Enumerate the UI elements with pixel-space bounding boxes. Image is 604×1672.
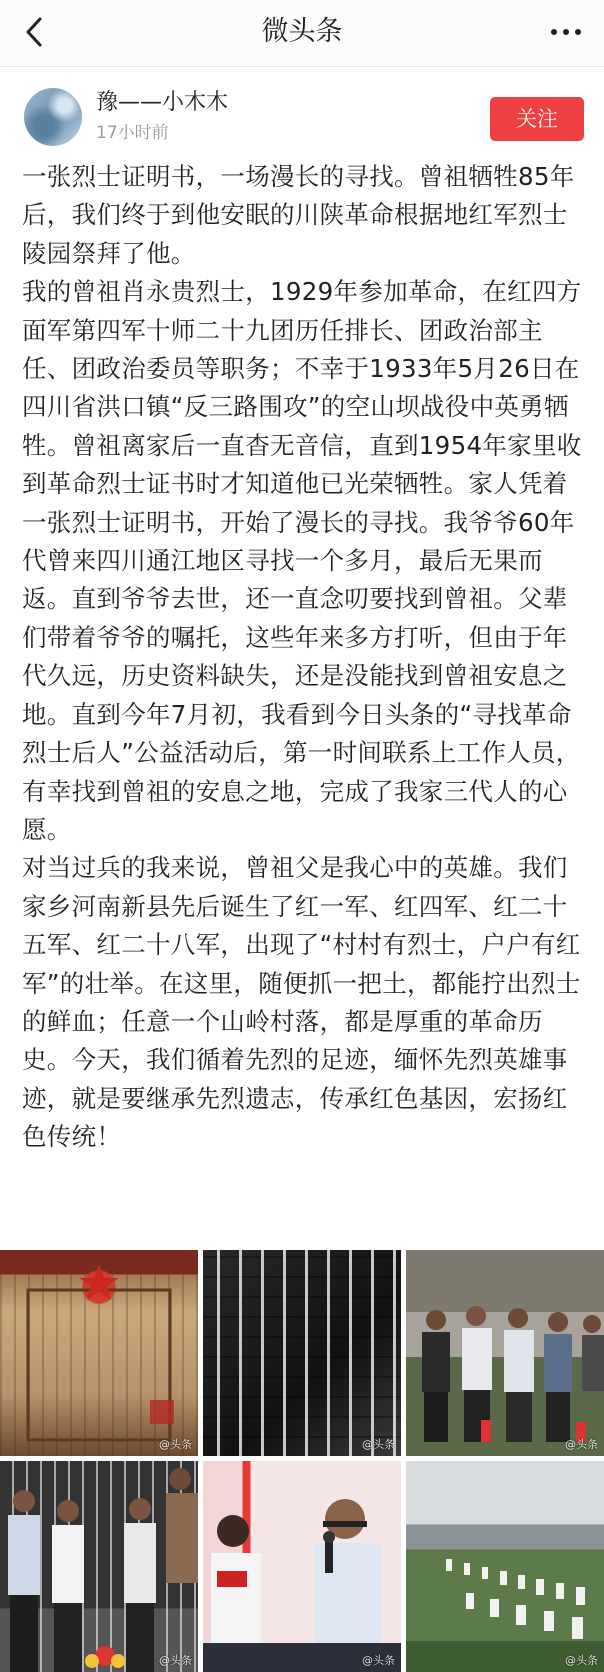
top-navigation-bar — [0, 0, 604, 67]
avatar[interactable] — [24, 88, 82, 146]
more-horizontal-icon — [546, 14, 586, 50]
photo-cemetery-field[interactable] — [406, 1461, 604, 1672]
post-time: 17小时前 — [96, 123, 169, 143]
certificate-illustration — [0, 1250, 198, 1456]
photo-group-standing[interactable] — [406, 1250, 604, 1456]
photo-memorial-inscription[interactable] — [203, 1250, 401, 1456]
author-row — [24, 88, 584, 152]
photo-memorial-wall-group[interactable] — [0, 1461, 198, 1672]
photo-watermark: @头条 — [362, 1654, 395, 1667]
photo-certificate[interactable] — [0, 1250, 198, 1456]
page-title: 微头条 — [261, 16, 343, 47]
photo-watermark: @头条 — [565, 1654, 598, 1667]
author-name[interactable]: 豫——小木木 — [96, 90, 229, 115]
post-content — [22, 158, 584, 1157]
photo-interview-microphone[interactable] — [203, 1461, 401, 1672]
interview-illustration — [203, 1461, 401, 1672]
photo-watermark: @头条 — [362, 1438, 395, 1451]
more-options-button[interactable] — [546, 14, 586, 50]
photo-watermark: @头条 — [565, 1438, 598, 1451]
follow-button[interactable]: 关注 — [490, 97, 584, 141]
people-illustration — [406, 1250, 604, 1456]
photo-watermark: @头条 — [159, 1654, 192, 1667]
photo-grid — [0, 1250, 604, 1672]
post-paragraph: 一张烈士证明书，一场漫长的寻找。曾祖牺牲85年后，我们终于到他安眠的川陕革命根据地红军烈士陵园祭拜了他。 — [22, 162, 575, 268]
photo-watermark: @头条 — [159, 1438, 192, 1451]
cemetery-illustration — [406, 1461, 604, 1672]
people-illustration — [0, 1461, 198, 1672]
post-paragraph: 我的曾祖肖永贵烈士，1929年参加革命，在红四方面军第四军十师二十九团历任排长、团政治部主任、团政治委员等职务；不幸于1933年5月26日在四川省洪口镇“反三路围攻”的空山坝战役中英勇牺牲。曾祖离家后一直杳无音信，直到1954年家里收到革命烈士证书时才知道他已光荣牺牲。家人凭着一张烈士证明书，开始了漫长的寻找。我爷爷60年代曾来四川通江地区寻找一个多月，最后无果而返。直到爷爷去世，还一直念叨要找到曾祖。父辈们带着爷爷的嘱托，这些年来多方打听，但由于年代久远，历史资料缺失，还是没能找到曾祖安息之地。直到今年7月初，我看到今日头条的“寻找革命烈士后人”公益活动后，第一时间联系上工作人员，有幸找到曾祖的安息之地，完成了我家三代人的心愿。 — [22, 277, 582, 844]
post-paragraph: 对当过兵的我来说，曾祖父是我心中的英雄。我们家乡河南新县先后诞生了红一军、红四军、红二十五军、红二十八军，出现了“村村有烈士，户户有红军”的壮举。在这里，随便抓一把土，都能拧出烈士的鲜血；任意一个山岭村落，都是厚重的革命历史。今天，我们循着先烈的足迹，缅怀先烈英雄事迹，就是要继承先烈遗志，传承红色基因，宏扬红色传统！ — [22, 853, 581, 1152]
